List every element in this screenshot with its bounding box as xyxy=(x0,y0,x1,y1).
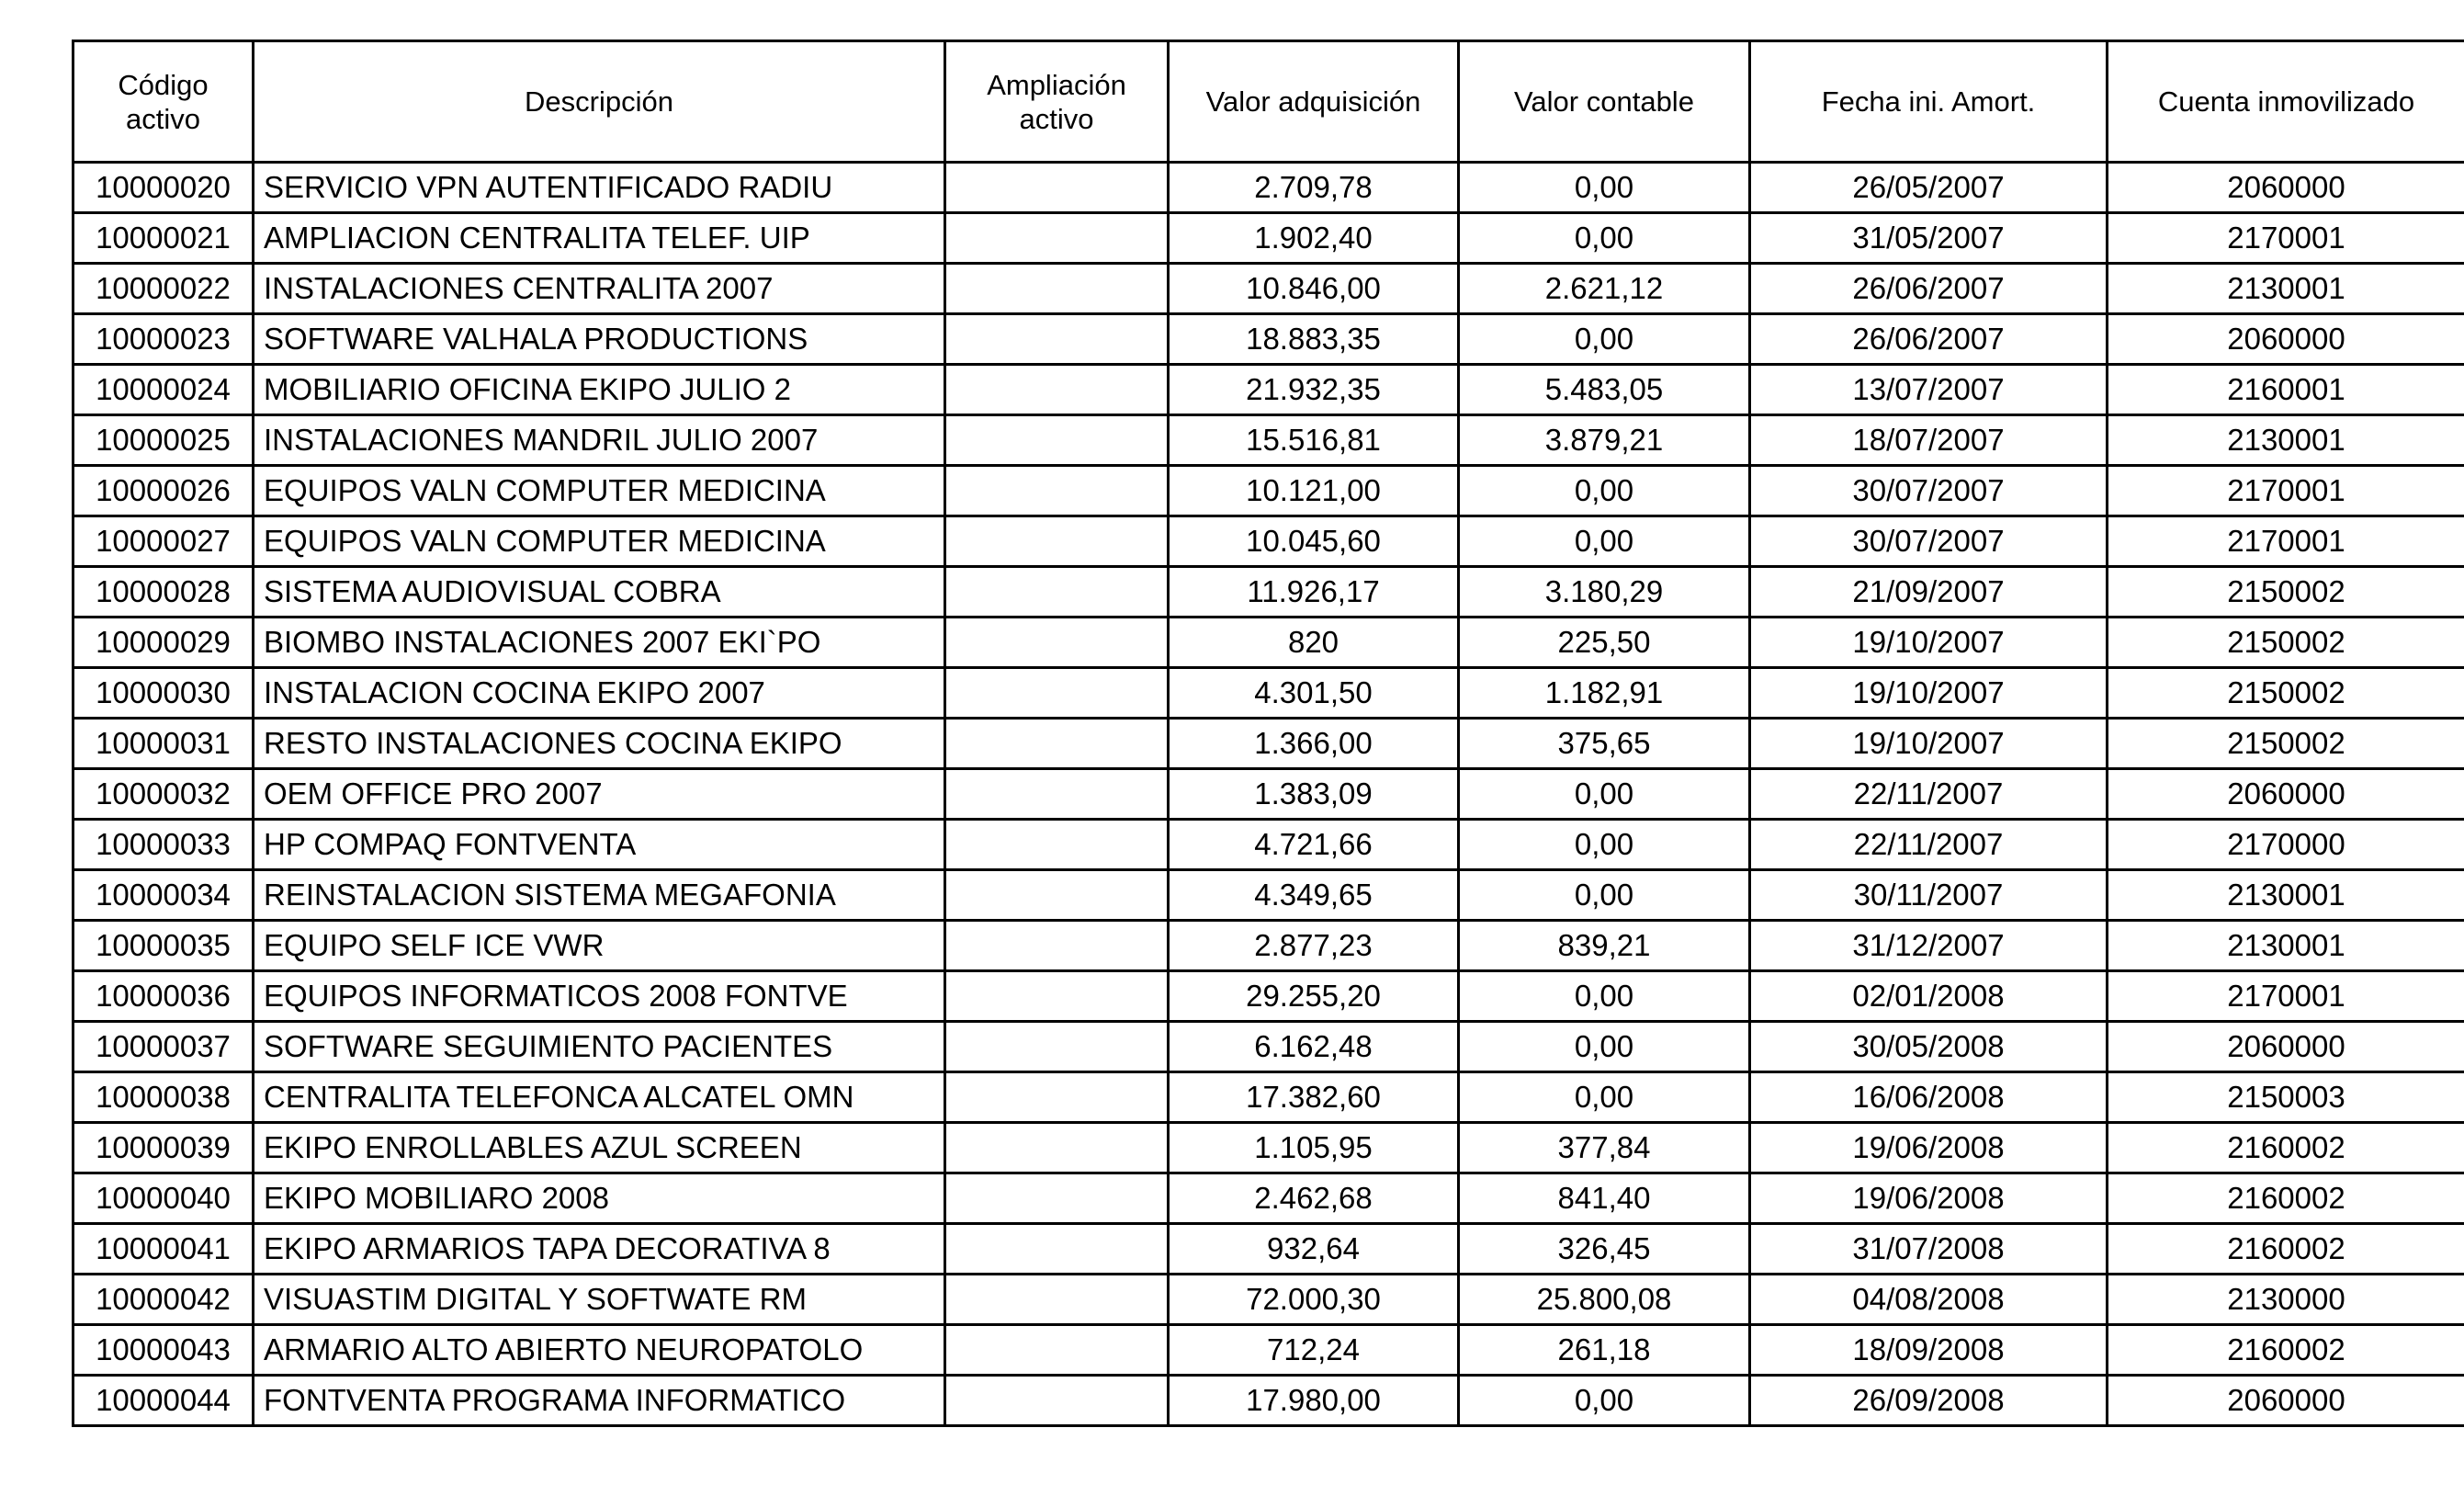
cell-cuenta-inmovilizado: 2160001 xyxy=(2108,365,2464,415)
cell-fecha-ini-amort: 31/12/2007 xyxy=(1750,921,2108,971)
cell-descripcion: INSTALACIONES MANDRIL JULIO 2007 xyxy=(254,415,945,466)
asset-table-container xyxy=(72,40,2464,1427)
cell-descripcion: REINSTALACION SISTEMA MEGAFONIA xyxy=(254,870,945,921)
cell-valor-contable: 0,00 xyxy=(1459,1072,1750,1123)
cell-valor-contable: 0,00 xyxy=(1459,769,1750,820)
cell-valor-adquisicion: 10.846,00 xyxy=(1169,264,1459,314)
table-row xyxy=(73,719,2464,769)
cell-valor-adquisicion: 72.000,30 xyxy=(1169,1275,1459,1325)
cell-cuenta-inmovilizado: 2170001 xyxy=(2108,466,2464,516)
cell-fecha-ini-amort: 04/08/2008 xyxy=(1750,1275,2108,1325)
header-valor-contable xyxy=(1459,41,1750,163)
cell-codigo: 10000039 xyxy=(73,1123,254,1173)
cell-descripcion: EQUIPOS VALN COMPUTER MEDICINA xyxy=(254,466,945,516)
table-row xyxy=(73,163,2464,213)
cell-descripcion: SOFTWARE VALHALA PRODUCTIONS xyxy=(254,314,945,365)
cell-valor-contable: 0,00 xyxy=(1459,516,1750,567)
cell-valor-adquisicion: 18.883,35 xyxy=(1169,314,1459,365)
table-row xyxy=(73,1275,2464,1325)
cell-cuenta-inmovilizado: 2150002 xyxy=(2108,567,2464,618)
cell-valor-contable: 2.621,12 xyxy=(1459,264,1750,314)
cell-ampliacion xyxy=(945,1072,1169,1123)
cell-ampliacion xyxy=(945,365,1169,415)
cell-ampliacion xyxy=(945,466,1169,516)
cell-fecha-ini-amort: 21/09/2007 xyxy=(1750,567,2108,618)
cell-valor-contable: 377,84 xyxy=(1459,1123,1750,1173)
table-row xyxy=(73,1123,2464,1173)
cell-cuenta-inmovilizado: 2130001 xyxy=(2108,870,2464,921)
table-row xyxy=(73,971,2464,1022)
cell-valor-adquisicion: 4.349,65 xyxy=(1169,870,1459,921)
cell-codigo: 10000021 xyxy=(73,213,254,264)
cell-valor-adquisicion: 2.462,68 xyxy=(1169,1173,1459,1224)
cell-fecha-ini-amort: 22/11/2007 xyxy=(1750,769,2108,820)
cell-cuenta-inmovilizado: 2150002 xyxy=(2108,618,2464,668)
cell-ampliacion xyxy=(945,1224,1169,1275)
cell-codigo: 10000036 xyxy=(73,971,254,1022)
cell-ampliacion xyxy=(945,1275,1169,1325)
cell-codigo: 10000028 xyxy=(73,567,254,618)
table-row xyxy=(73,567,2464,618)
header-fecha-ini-amort xyxy=(1750,41,2108,163)
cell-valor-contable: 0,00 xyxy=(1459,1376,1750,1426)
cell-cuenta-inmovilizado: 2160002 xyxy=(2108,1123,2464,1173)
table-row xyxy=(73,1072,2464,1123)
table-row xyxy=(73,264,2464,314)
cell-cuenta-inmovilizado: 2160002 xyxy=(2108,1173,2464,1224)
cell-fecha-ini-amort: 31/05/2007 xyxy=(1750,213,2108,264)
cell-valor-contable: 225,50 xyxy=(1459,618,1750,668)
cell-codigo: 10000032 xyxy=(73,769,254,820)
cell-fecha-ini-amort: 30/11/2007 xyxy=(1750,870,2108,921)
cell-codigo: 10000034 xyxy=(73,870,254,921)
cell-codigo: 10000035 xyxy=(73,921,254,971)
cell-ampliacion xyxy=(945,415,1169,466)
cell-valor-adquisicion: 932,64 xyxy=(1169,1224,1459,1275)
header-ampliacion-activo xyxy=(945,41,1169,163)
cell-codigo: 10000027 xyxy=(73,516,254,567)
cell-codigo: 10000020 xyxy=(73,163,254,213)
cell-fecha-ini-amort: 30/07/2007 xyxy=(1750,516,2108,567)
cell-valor-contable: 326,45 xyxy=(1459,1224,1750,1275)
cell-descripcion: ARMARIO ALTO ABIERTO NEUROPATOLO xyxy=(254,1325,945,1376)
cell-fecha-ini-amort: 19/10/2007 xyxy=(1750,618,2108,668)
cell-cuenta-inmovilizado: 2060000 xyxy=(2108,769,2464,820)
cell-ampliacion xyxy=(945,1376,1169,1426)
cell-descripcion: EQUIPO SELF ICE VWR xyxy=(254,921,945,971)
cell-fecha-ini-amort: 31/07/2008 xyxy=(1750,1224,2108,1275)
cell-valor-contable: 1.182,91 xyxy=(1459,668,1750,719)
cell-valor-contable: 0,00 xyxy=(1459,466,1750,516)
cell-cuenta-inmovilizado: 2160002 xyxy=(2108,1325,2464,1376)
table-row xyxy=(73,820,2464,870)
cell-cuenta-inmovilizado: 2170001 xyxy=(2108,213,2464,264)
cell-valor-contable: 0,00 xyxy=(1459,971,1750,1022)
cell-ampliacion xyxy=(945,1123,1169,1173)
cell-valor-contable: 3.879,21 xyxy=(1459,415,1750,466)
header-valor-adquisicion-label: Valor adquisición xyxy=(1205,85,1421,118)
header-codigo-label: Código activo xyxy=(118,68,209,135)
cell-descripcion: VISUASTIM DIGITAL Y SOFTWATE RM xyxy=(254,1275,945,1325)
cell-descripcion: OEM OFFICE PRO 2007 xyxy=(254,769,945,820)
table-row xyxy=(73,466,2464,516)
cell-codigo: 10000031 xyxy=(73,719,254,769)
table-body xyxy=(73,163,2464,1426)
cell-cuenta-inmovilizado: 2060000 xyxy=(2108,1022,2464,1072)
cell-descripcion: BIOMBO INSTALACIONES 2007 EKI`PO xyxy=(254,618,945,668)
cell-codigo: 10000037 xyxy=(73,1022,254,1072)
cell-ampliacion xyxy=(945,516,1169,567)
cell-fecha-ini-amort: 02/01/2008 xyxy=(1750,971,2108,1022)
cell-ampliacion xyxy=(945,769,1169,820)
header-valor-adquisicion xyxy=(1169,41,1459,163)
table-row xyxy=(73,618,2464,668)
cell-valor-adquisicion: 2.709,78 xyxy=(1169,163,1459,213)
cell-codigo: 10000030 xyxy=(73,668,254,719)
cell-ampliacion xyxy=(945,719,1169,769)
cell-valor-adquisicion: 11.926,17 xyxy=(1169,567,1459,618)
cell-fecha-ini-amort: 16/06/2008 xyxy=(1750,1072,2108,1123)
table-row xyxy=(73,1022,2464,1072)
cell-descripcion: EQUIPOS VALN COMPUTER MEDICINA xyxy=(254,516,945,567)
cell-codigo: 10000038 xyxy=(73,1072,254,1123)
cell-cuenta-inmovilizado: 2160002 xyxy=(2108,1224,2464,1275)
cell-valor-contable: 261,18 xyxy=(1459,1325,1750,1376)
cell-ampliacion xyxy=(945,314,1169,365)
header-codigo-activo xyxy=(73,41,254,163)
cell-fecha-ini-amort: 22/11/2007 xyxy=(1750,820,2108,870)
header-row xyxy=(73,41,2464,163)
cell-descripcion: FONTVENTA PROGRAMA INFORMATICO xyxy=(254,1376,945,1426)
cell-codigo: 10000033 xyxy=(73,820,254,870)
cell-valor-adquisicion: 820 xyxy=(1169,618,1459,668)
cell-ampliacion xyxy=(945,163,1169,213)
cell-descripcion: EQUIPOS INFORMATICOS 2008 FONTVE xyxy=(254,971,945,1022)
cell-fecha-ini-amort: 26/05/2007 xyxy=(1750,163,2108,213)
cell-fecha-ini-amort: 26/06/2007 xyxy=(1750,264,2108,314)
cell-descripcion: RESTO INSTALACIONES COCINA EKIPO xyxy=(254,719,945,769)
cell-ampliacion xyxy=(945,1022,1169,1072)
cell-ampliacion xyxy=(945,668,1169,719)
cell-valor-adquisicion: 17.382,60 xyxy=(1169,1072,1459,1123)
header-fecha-label: Fecha ini. Amort. xyxy=(1821,85,2036,118)
cell-fecha-ini-amort: 18/07/2007 xyxy=(1750,415,2108,466)
cell-valor-adquisicion: 10.121,00 xyxy=(1169,466,1459,516)
table-row xyxy=(73,921,2464,971)
header-cuenta-inmovilizado xyxy=(2108,41,2464,163)
cell-cuenta-inmovilizado: 2170001 xyxy=(2108,971,2464,1022)
cell-cuenta-inmovilizado: 2170001 xyxy=(2108,516,2464,567)
cell-ampliacion xyxy=(945,921,1169,971)
header-ampliacion-label: Ampliación activo xyxy=(987,68,1126,135)
table-row xyxy=(73,516,2464,567)
cell-fecha-ini-amort: 19/10/2007 xyxy=(1750,719,2108,769)
cell-valor-contable: 0,00 xyxy=(1459,1022,1750,1072)
cell-valor-contable: 0,00 xyxy=(1459,213,1750,264)
cell-ampliacion xyxy=(945,820,1169,870)
table-row xyxy=(73,365,2464,415)
cell-descripcion: SISTEMA AUDIOVISUAL COBRA xyxy=(254,567,945,618)
cell-codigo: 10000022 xyxy=(73,264,254,314)
cell-valor-contable: 375,65 xyxy=(1459,719,1750,769)
table-row xyxy=(73,1325,2464,1376)
cell-codigo: 10000023 xyxy=(73,314,254,365)
cell-valor-adquisicion: 10.045,60 xyxy=(1169,516,1459,567)
cell-descripcion: INSTALACIONES CENTRALITA 2007 xyxy=(254,264,945,314)
table-row xyxy=(73,1224,2464,1275)
cell-descripcion: EKIPO MOBILIARO 2008 xyxy=(254,1173,945,1224)
cell-valor-adquisicion: 1.105,95 xyxy=(1169,1123,1459,1173)
cell-valor-contable: 5.483,05 xyxy=(1459,365,1750,415)
cell-fecha-ini-amort: 30/07/2007 xyxy=(1750,466,2108,516)
cell-valor-adquisicion: 21.932,35 xyxy=(1169,365,1459,415)
cell-ampliacion xyxy=(945,264,1169,314)
table-row xyxy=(73,1173,2464,1224)
cell-valor-adquisicion: 6.162,48 xyxy=(1169,1022,1459,1072)
cell-fecha-ini-amort: 19/10/2007 xyxy=(1750,668,2108,719)
cell-codigo: 10000043 xyxy=(73,1325,254,1376)
cell-valor-contable: 0,00 xyxy=(1459,314,1750,365)
header-cuenta-label: Cuenta inmovilizado xyxy=(2157,85,2415,118)
cell-codigo: 10000044 xyxy=(73,1376,254,1426)
cell-descripcion: HP COMPAQ FONTVENTA xyxy=(254,820,945,870)
table-row xyxy=(73,769,2464,820)
cell-descripcion: EKIPO ARMARIOS TAPA DECORATIVA 8 xyxy=(254,1224,945,1275)
cell-ampliacion xyxy=(945,618,1169,668)
cell-valor-contable: 0,00 xyxy=(1459,820,1750,870)
table-row xyxy=(73,870,2464,921)
cell-cuenta-inmovilizado: 2150003 xyxy=(2108,1072,2464,1123)
cell-codigo: 10000026 xyxy=(73,466,254,516)
table-row xyxy=(73,314,2464,365)
cell-valor-adquisicion: 15.516,81 xyxy=(1169,415,1459,466)
table-row xyxy=(73,1376,2464,1426)
cell-valor-adquisicion: 1.902,40 xyxy=(1169,213,1459,264)
cell-valor-adquisicion: 4.301,50 xyxy=(1169,668,1459,719)
header-descripcion-label: Descripción xyxy=(525,85,673,118)
cell-cuenta-inmovilizado: 2150002 xyxy=(2108,719,2464,769)
cell-fecha-ini-amort: 13/07/2007 xyxy=(1750,365,2108,415)
header-descripcion xyxy=(254,41,945,163)
cell-ampliacion xyxy=(945,971,1169,1022)
cell-valor-adquisicion: 29.255,20 xyxy=(1169,971,1459,1022)
cell-ampliacion xyxy=(945,213,1169,264)
cell-fecha-ini-amort: 18/09/2008 xyxy=(1750,1325,2108,1376)
cell-valor-contable: 0,00 xyxy=(1459,870,1750,921)
header-valor-contable-label: Valor contable xyxy=(1514,85,1694,118)
cell-valor-contable: 25.800,08 xyxy=(1459,1275,1750,1325)
cell-valor-adquisicion: 2.877,23 xyxy=(1169,921,1459,971)
cell-valor-contable: 0,00 xyxy=(1459,163,1750,213)
cell-fecha-ini-amort: 19/06/2008 xyxy=(1750,1173,2108,1224)
asset-table xyxy=(72,40,2464,1427)
cell-descripcion: INSTALACION COCINA EKIPO 2007 xyxy=(254,668,945,719)
cell-cuenta-inmovilizado: 2060000 xyxy=(2108,163,2464,213)
cell-valor-contable: 3.180,29 xyxy=(1459,567,1750,618)
cell-descripcion: MOBILIARIO OFICINA EKIPO JULIO 2 xyxy=(254,365,945,415)
cell-codigo: 10000042 xyxy=(73,1275,254,1325)
cell-valor-contable: 841,40 xyxy=(1459,1173,1750,1224)
cell-cuenta-inmovilizado: 2130001 xyxy=(2108,415,2464,466)
cell-valor-contable: 839,21 xyxy=(1459,921,1750,971)
cell-fecha-ini-amort: 30/05/2008 xyxy=(1750,1022,2108,1072)
cell-descripcion: EKIPO ENROLLABLES AZUL SCREEN xyxy=(254,1123,945,1173)
cell-descripcion: SERVICIO VPN AUTENTIFICADO RADIU xyxy=(254,163,945,213)
table-row xyxy=(73,668,2464,719)
cell-cuenta-inmovilizado: 2060000 xyxy=(2108,314,2464,365)
cell-descripcion: CENTRALITA TELEFONCA ALCATEL OMN xyxy=(254,1072,945,1123)
cell-cuenta-inmovilizado: 2170000 xyxy=(2108,820,2464,870)
cell-descripcion: AMPLIACION CENTRALITA TELEF. UIP xyxy=(254,213,945,264)
cell-cuenta-inmovilizado: 2150002 xyxy=(2108,668,2464,719)
cell-ampliacion xyxy=(945,1173,1169,1224)
cell-cuenta-inmovilizado: 2060000 xyxy=(2108,1376,2464,1426)
cell-codigo: 10000041 xyxy=(73,1224,254,1275)
cell-valor-adquisicion: 712,24 xyxy=(1169,1325,1459,1376)
cell-cuenta-inmovilizado: 2130001 xyxy=(2108,264,2464,314)
cell-valor-adquisicion: 1.383,09 xyxy=(1169,769,1459,820)
cell-fecha-ini-amort: 26/06/2007 xyxy=(1750,314,2108,365)
cell-descripcion: SOFTWARE SEGUIMIENTO PACIENTES xyxy=(254,1022,945,1072)
cell-cuenta-inmovilizado: 2130000 xyxy=(2108,1275,2464,1325)
cell-fecha-ini-amort: 19/06/2008 xyxy=(1750,1123,2108,1173)
cell-codigo: 10000024 xyxy=(73,365,254,415)
table-row xyxy=(73,415,2464,466)
cell-codigo: 10000040 xyxy=(73,1173,254,1224)
table-row xyxy=(73,213,2464,264)
cell-ampliacion xyxy=(945,567,1169,618)
cell-ampliacion xyxy=(945,870,1169,921)
cell-valor-adquisicion: 4.721,66 xyxy=(1169,820,1459,870)
cell-valor-adquisicion: 17.980,00 xyxy=(1169,1376,1459,1426)
cell-codigo: 10000025 xyxy=(73,415,254,466)
cell-valor-adquisicion: 1.366,00 xyxy=(1169,719,1459,769)
cell-ampliacion xyxy=(945,1325,1169,1376)
cell-codigo: 10000029 xyxy=(73,618,254,668)
cell-cuenta-inmovilizado: 2130001 xyxy=(2108,921,2464,971)
table-header xyxy=(73,41,2464,163)
cell-fecha-ini-amort: 26/09/2008 xyxy=(1750,1376,2108,1426)
